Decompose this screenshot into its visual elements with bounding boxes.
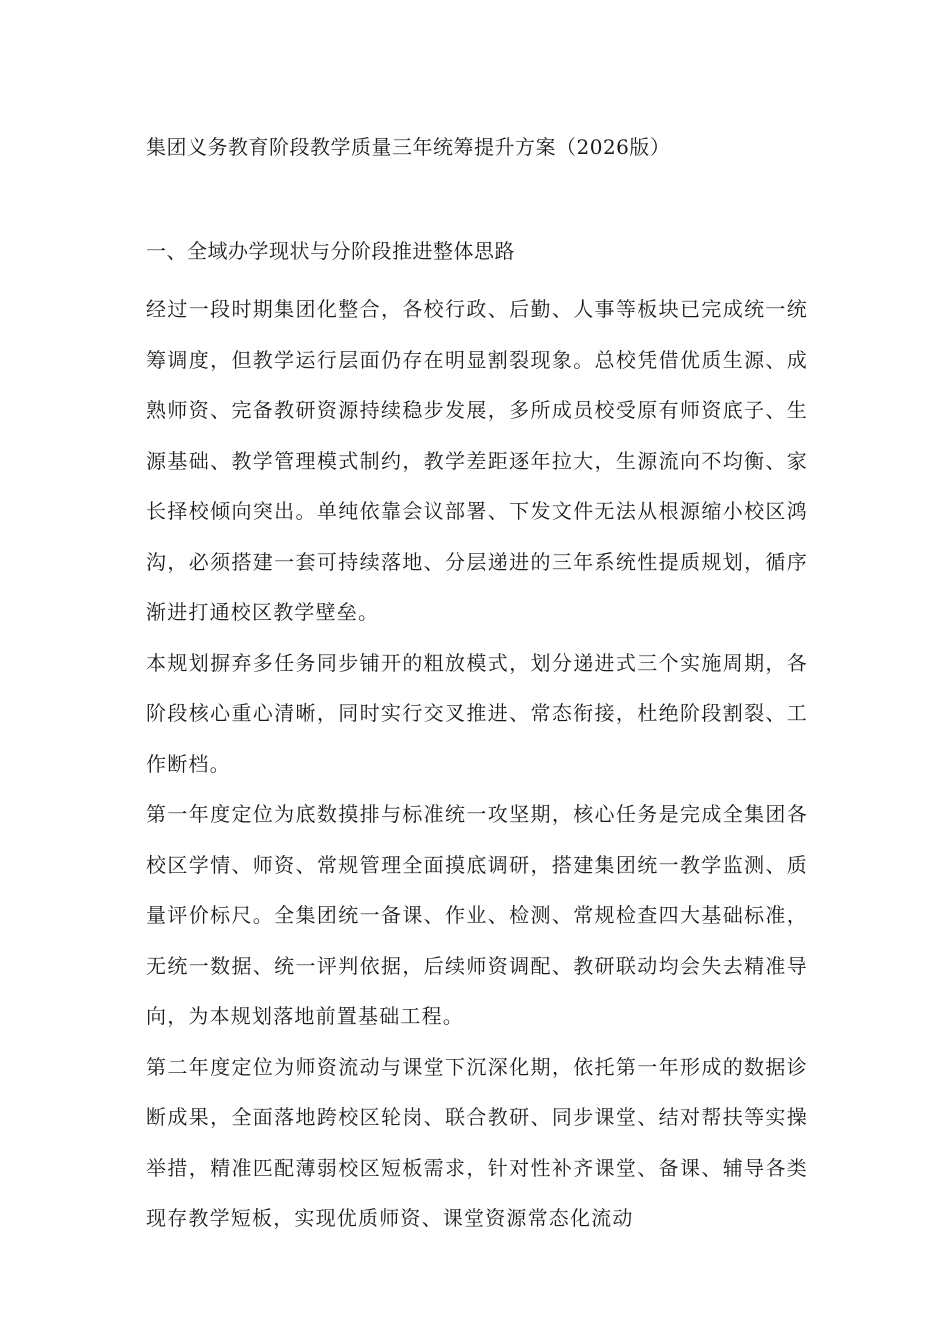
paragraph: 本规划摒弃多任务同步铺开的粗放模式，划分递进式三个实施周期，各阶段核心重心清晰，同时实行交叉推进、常态衔接，杜绝阶段割裂、工作断档。 <box>146 650 808 776</box>
paragraph: 第二年度定位为师资流动与课堂下沉深化期，依托第一年形成的数据诊断成果，全面落地跨校区轮岗、联合教研、同步课堂、结对帮扶等实操举措，精准匹配薄弱校区短板需求，针对性补齐课堂、备课、辅导各类现存教学短板，实现优质师资、课堂资源常态化流动 <box>146 1054 808 1230</box>
paragraph: 经过一段时期集团化整合，各校行政、后勤、人事等板块已完成统一统筹调度，但教学运行层面仍存在明显割裂现象。总校凭借优质生源、成熟师资、完备教研资源持续稳步发展，多所成员校受原有师资底子、生源基础、教学管理模式制约，教学差距逐年拉大，生源流向不均衡、家长择校倾向突出。单纯依靠会议部署、下发文件无法从根源缩小校区鸿沟，必须搭建一套可持续落地、分层递进的三年系统性提质规划，循序渐进打通校区教学壁垒。 <box>146 297 808 624</box>
document-body <box>146 284 808 1244</box>
paragraph: 第一年度定位为底数摸排与标准统一攻坚期，核心任务是完成全集团各校区学情、师资、常规管理全面摸底调研，搭建集团统一教学监测、质量评价标尺。全集团统一备课、作业、检测、常规检查四大基础标准，无统一数据、统一评判依据，后续师资调配、教研联动均会失去精准导向，为本规划落地前置基础工程。 <box>146 802 808 1028</box>
section-heading: 一、全域办学现状与分阶段推进整体思路 <box>146 239 515 263</box>
document-title: 集团义务教育阶段教学质量三年统筹提升方案（2026版） <box>146 135 671 159</box>
